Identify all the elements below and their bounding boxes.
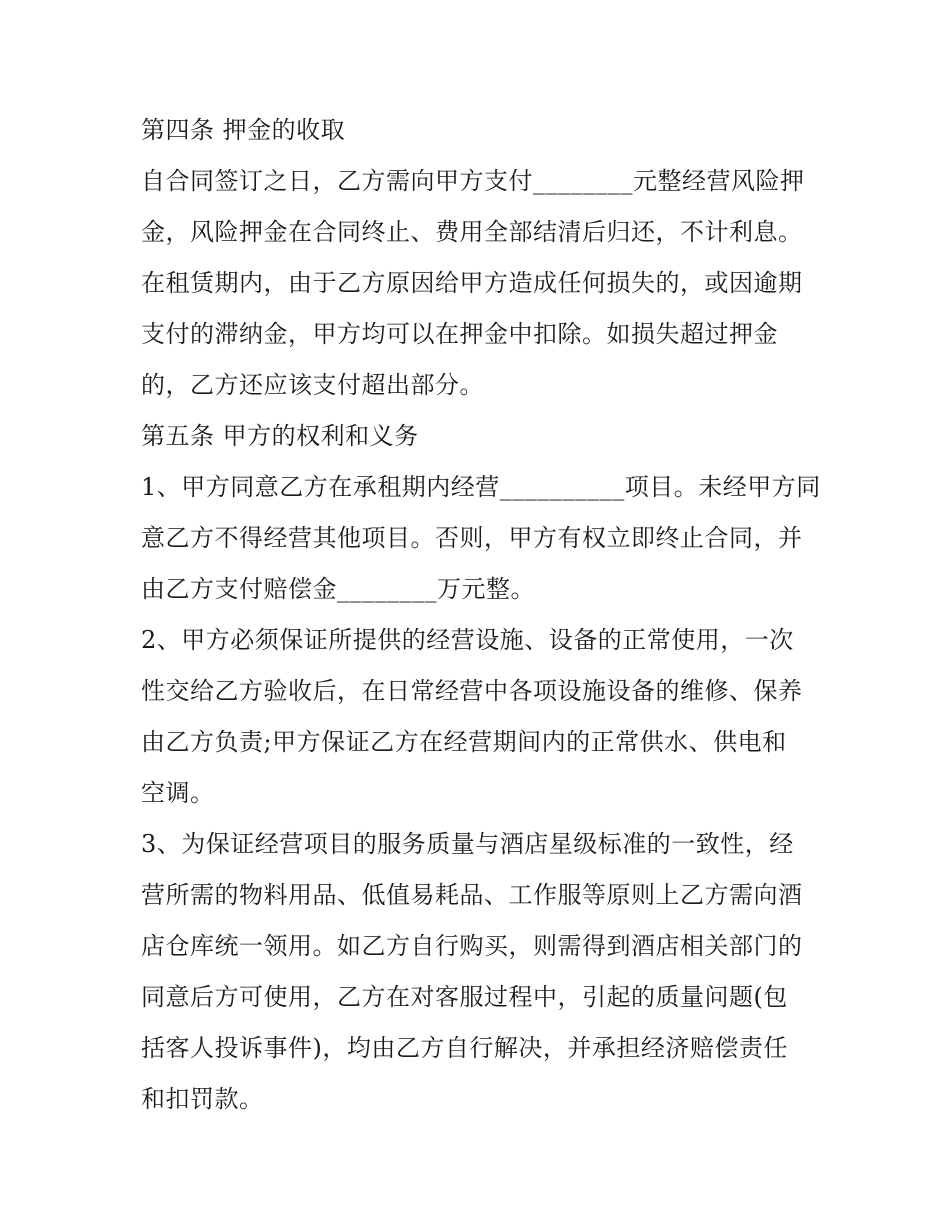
text-line: 1、甲方同意乙方在承租期内经营__________项目。未经甲方同 bbox=[141, 473, 821, 501]
text-line: 意乙方不得经营其他项目。否则，甲方有权立即终止合同，并 bbox=[141, 524, 803, 552]
article-4-heading: 第四条 押金的收取 bbox=[141, 116, 346, 144]
text-line: 在租赁期内，由于乙方原因给甲方造成任何损失的，或因逾期 bbox=[141, 269, 803, 297]
text-line: 的，乙方还应该支付超出部分。 bbox=[141, 371, 484, 399]
text-line: 营所需的物料用品、低值易耗品、工作服等原则上乙方需向酒 bbox=[141, 881, 803, 909]
text-line: 性交给乙方验收后，在日常经营中各项设施设备的维修、保养 bbox=[141, 677, 803, 705]
text-line: 和扣罚款。 bbox=[141, 1085, 264, 1113]
text-line: 自合同签订之日，乙方需向甲方支付________元整经营风险押 bbox=[141, 167, 805, 195]
text-line: 2、甲方必须保证所提供的经营设施、设备的正常使用，一次 bbox=[141, 626, 794, 654]
document-body bbox=[141, 108, 821, 1128]
text-line: 空调。 bbox=[141, 779, 215, 807]
text-line: 由乙方支付赔偿金________万元整。 bbox=[141, 575, 535, 603]
text-line: 店仓库统一领用。如乙方自行购买，则需得到酒店相关部门的 bbox=[141, 932, 803, 960]
text-line: 同意后方可使用，乙方在对客服过程中，引起的质量问题(包 bbox=[141, 983, 788, 1011]
text-line: 支付的滞纳金，甲方均可以在押金中扣除。如损失超过押金 bbox=[141, 320, 778, 348]
text-line: 金，风险押金在合同终止、费用全部结清后归还，不计利息。 bbox=[141, 218, 803, 246]
text-line: 3、为保证经营项目的服务质量与酒店星级标准的一致性，经 bbox=[141, 830, 794, 858]
article-5-heading: 第五条 甲方的权利和义务 bbox=[141, 422, 419, 450]
text-line: 括客人投诉事件)，均由乙方自行解决，并承担经济赔偿责任 bbox=[141, 1034, 788, 1062]
text-line: 由乙方负责;甲方保证乙方在经营期间内的正常供水、供电和 bbox=[141, 728, 787, 756]
